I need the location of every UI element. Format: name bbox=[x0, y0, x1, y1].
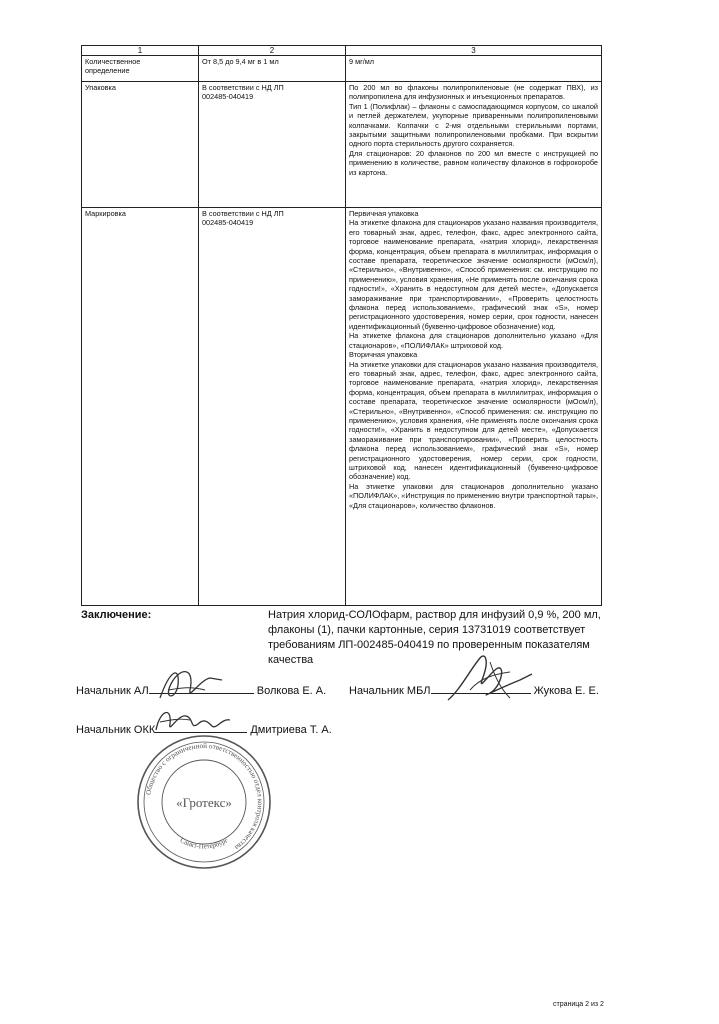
conclusion-text: Натрия хлорид-СОЛОфарм, раствор для инфузий 0,9 %, 200 мл, флаконы (1), пачки картонные, серия 13731019 соответствует требованиям ЛП-002485-040419 по проверенным показателям качества bbox=[268, 609, 604, 666]
page-number: страница 2 из 2 bbox=[553, 1001, 604, 1008]
signature-name-al: Волкова Е. А. bbox=[256, 685, 327, 697]
stamp-city-text: Санкт-Петербург bbox=[178, 836, 230, 851]
conclusion-label: Заключение: bbox=[81, 609, 152, 621]
table-row bbox=[82, 56, 602, 82]
row-requirement: От 8,5 до 9,4 мг в 1 мл bbox=[202, 57, 279, 66]
signature-title-okk: Начальник ОКК bbox=[76, 724, 156, 736]
header-col-1: 1 bbox=[82, 46, 199, 56]
signature-title-al: Начальник АЛ bbox=[76, 685, 149, 697]
row-result: Первичная упаковка На этикетке флакона для стационаров указано названия производителя, его товарный знак, адрес, телефон, факс, адрес электронного сайта, торговое наименование препарата, «натрия хлорид», лекарственная форма, концентрация, объем препарата в миллилитрах, информация о составе препарата, теоретическое значение осмолярности (мОсм/л), «Стерильно», «Внутривенно», «Способ применения: см. инструкцию по применению», условия хранения, «Не применять после окончания срока годности!», «Хранить в недоступном для детей месте», «Допускается замораживание при транспортировании», «Проверить целостность флакона перед использованием», графический знак «S», номер регистрационного удостоверения, номер серии, срок годности, нанесен идентификационный (буквенно-цифровое обозначение) код. На этикетке флакона для стационаров дополнительно указано «Для стационаров», «ПОЛИФЛАК» штриховой код. Вторичная упаковка На этикетке упаковки для стационаров указано названия производителя, его товарный знак, адрес, телефон, факс, адрес электронного сайта, торговое наименование препарата, «натрия хлорид», лекарственная форма, концентрация, объем препарата в миллилитрах, информация о составе препарата, теоретическое значение осмолярности (мОсм/л), «Стерильно», «Внутривенно», «Способ применения: см. инструкцию по применению», условия хранения, «Не применять после окончания срока годности!», «Хранить в недоступном для детей месте», «Допускается замораживание при транспортировании», «Проверить целостность флакона перед использованием», графический знак «S», номер регистрационного удостоверения, номер серии, срок годности, штриховой код, нанесен идентификационный (буквенно-цифровое обозначение) код. На этикетке упаковки для стационаров дополнительно указано «ПОЛИФЛАК», «Инструкция по применению внутри транспортной тары», «Для стационаров», количество флаконов. bbox=[349, 209, 598, 510]
row-requirement: В соответствии с НД ЛП 002485-040419 bbox=[202, 83, 284, 102]
table-row bbox=[82, 208, 602, 606]
row-parameter: Количественное определение bbox=[85, 57, 141, 76]
signature-name-okk: Дмитриева Т. А. bbox=[250, 724, 332, 736]
signature-line-al bbox=[76, 685, 326, 697]
table-row bbox=[82, 82, 602, 208]
row-parameter: Маркировка bbox=[85, 209, 126, 218]
quality-table bbox=[81, 45, 602, 606]
table-header-row bbox=[82, 46, 602, 56]
row-result: 9 мг/мл bbox=[349, 57, 375, 66]
header-col-3: 3 bbox=[346, 46, 602, 56]
conclusion bbox=[81, 608, 604, 668]
row-result: По 200 мл во флаконы полипропиленовые (не содержат ПВХ), из полипропилена для инфузионных и инъекционных препаратов. Тип 1 (Полифлак) – флаконы с самоспадающимся корпусом, со шкалой и петлей держателем, укупорные приваренными полипропиленовыми колпачками. Колпачки с 2-мя отдельными стерильными портами, закрытыми защитными полипропиленовыми пробками. При вскрытии одного порта стерильность другого сохраняется. Для стационаров: 20 флаконов по 200 мл вместе с инструкцией по применению в количестве, равном количеству флаконов в гофрокоробе из картона. bbox=[349, 83, 598, 177]
row-parameter: Упаковка bbox=[85, 83, 116, 92]
row-requirement: В соответствии с НД ЛП 002485-040419 bbox=[202, 209, 284, 228]
signature-name-mbl: Жукова Е. Е. bbox=[533, 685, 599, 697]
company-stamp bbox=[134, 732, 274, 872]
signature-title-mbl: Начальник МБЛ bbox=[349, 685, 431, 697]
header-col-2: 2 bbox=[199, 46, 346, 56]
stamp-ring-text: Общество с ограниченной ответственностью отдел контроля качества bbox=[144, 741, 265, 852]
stamp-center-text: «Гротекс» bbox=[176, 795, 232, 810]
signature-line-mbl bbox=[349, 685, 599, 697]
